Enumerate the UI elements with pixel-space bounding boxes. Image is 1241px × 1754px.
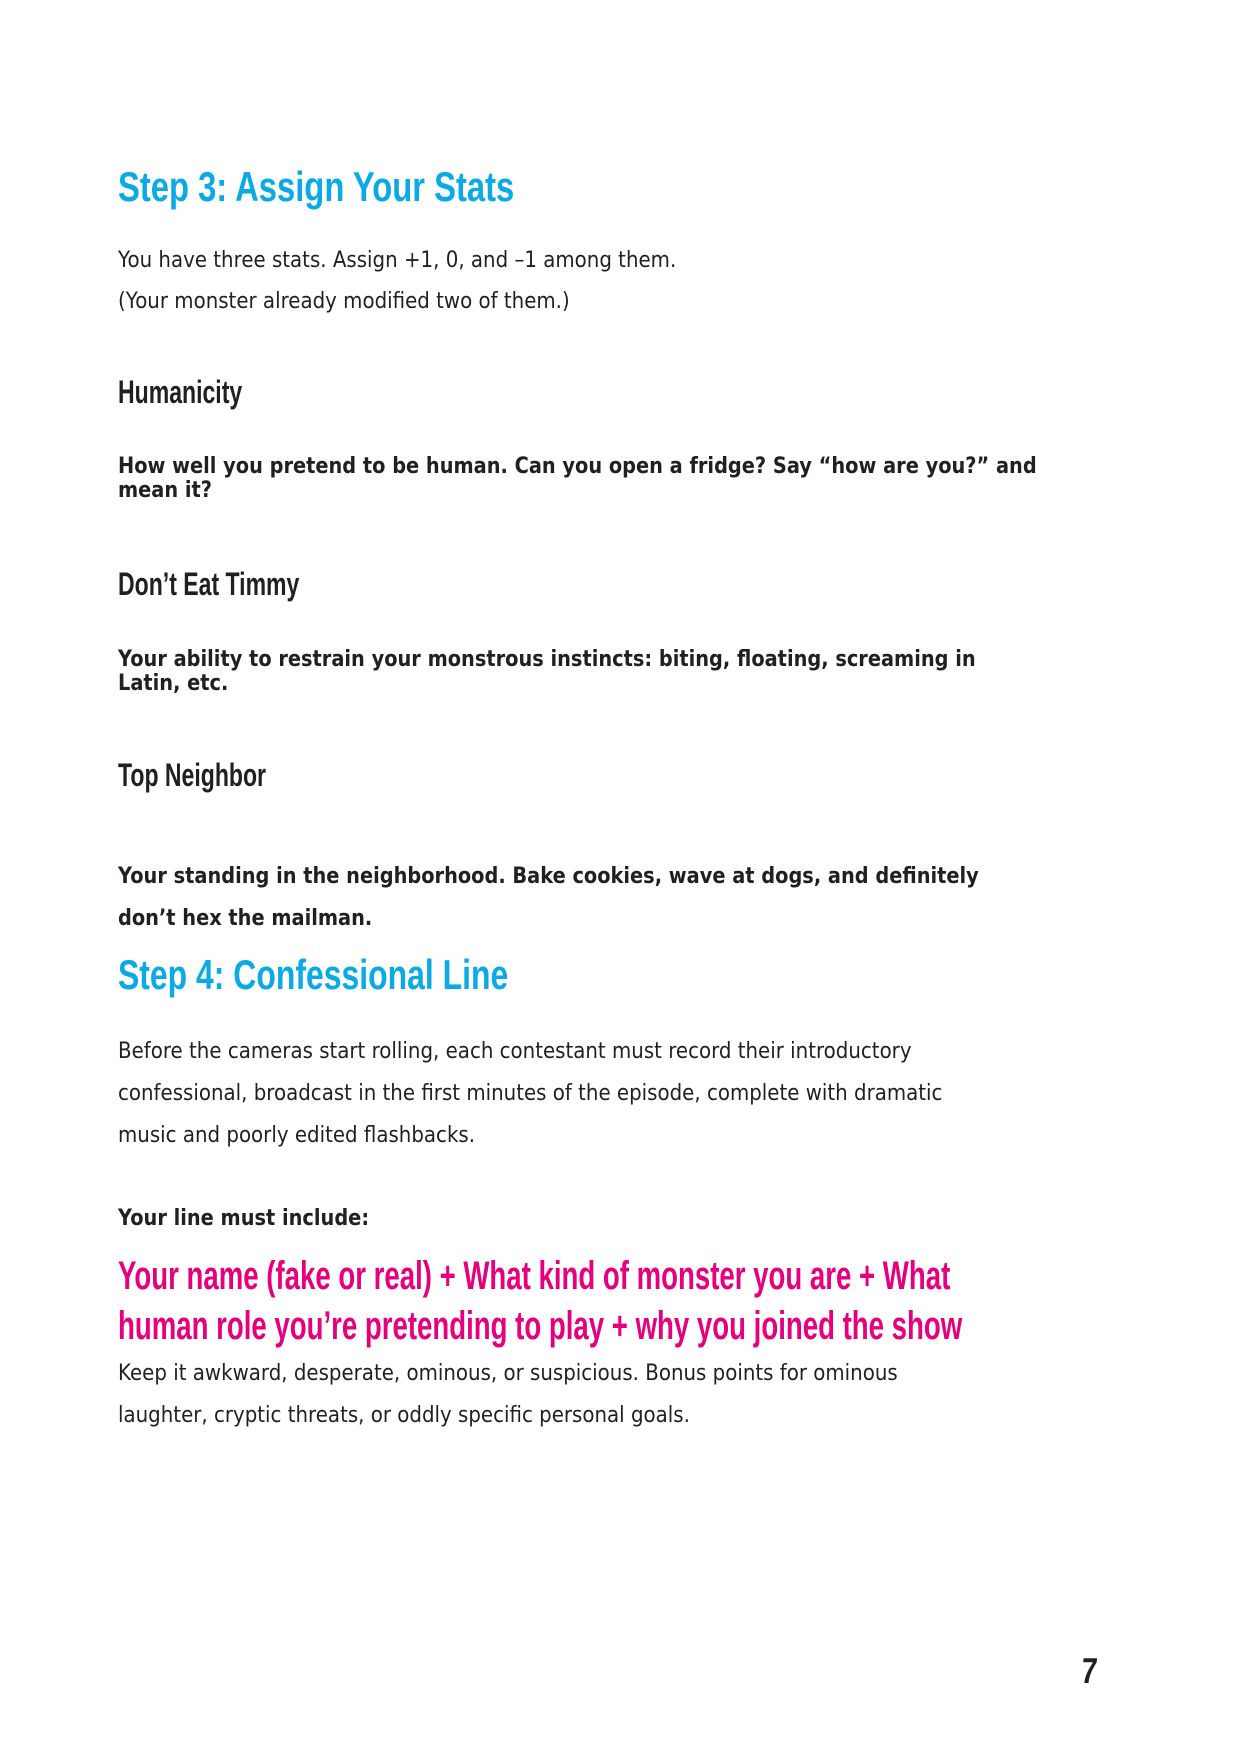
stat-heading-top-neighbor (118, 757, 324, 793)
stat-heading-dont-eat-timmy (118, 566, 370, 602)
stat-desc-top-neighbor (118, 856, 1096, 940)
step-3-intro-line-1-text: You have three stats. Assign +1, 0, and –1 among them. (118, 248, 677, 273)
stat-heading-humanicity-text: Humanicity (118, 374, 243, 410)
stat-heading-humanicity (118, 374, 290, 410)
step-3-intro-line-2-text: (Your monster already modified two of them.) (118, 289, 570, 314)
step-3-heading-text: Step 3: Assign Your Stats (118, 163, 515, 210)
confessional-formula (118, 1251, 1241, 1351)
confessional-formula-line-2: human role you’re pretending to play + why you joined the show (118, 1304, 963, 1348)
confessional-tip-line-2: laughter, cryptic threats, or oddly specific personal goals. (118, 1403, 690, 1428)
must-include-label (118, 1206, 403, 1231)
step-4-intro (118, 1031, 1034, 1157)
step-3-intro-line-1 (118, 248, 738, 273)
confessional-tip (118, 1353, 984, 1437)
step-4-heading-text: Step 4: Confessional Line (118, 951, 509, 998)
stat-heading-top-neighbor-text: Top Neighbor (118, 757, 267, 793)
page-number (1079, 1650, 1103, 1692)
page-number-text: 7 (1079, 1650, 1100, 1691)
confessional-formula-line-1: Your name (fake or real) + What kind of monster you are + What (118, 1254, 951, 1298)
step-4-intro-line-1: Before the cameras start rolling, each contestant must record their introductory (118, 1039, 912, 1064)
stat-desc-humanicity (118, 455, 1162, 503)
stat-desc-top-neighbor-line-1: Your standing in the neighborhood. Bake cookies, wave at dogs, and definitely (118, 864, 979, 889)
stat-desc-humanicity-line-1: How well you pretend to be human. Can you open a fridge? Say “how are you?” and (118, 454, 1037, 479)
step-4-intro-line-3: music and poorly edited flashbacks. (118, 1123, 476, 1148)
step-3-intro-line-2 (118, 289, 620, 314)
must-include-label-text: Your line must include: (118, 1206, 370, 1231)
stat-desc-dont-eat-timmy-line-2: Latin, etc. (118, 671, 229, 696)
step-4-heading (118, 952, 631, 998)
stat-desc-top-neighbor-line-2: don’t hex the mailman. (118, 906, 373, 931)
step-4-intro-line-2: confessional, broadcast in the first minutes of the episode, complete with dramatic (118, 1081, 943, 1106)
stat-desc-humanicity-line-2: mean it? (118, 478, 213, 503)
confessional-tip-line-1: Keep it awkward, desperate, ominous, or suspicious. Bonus points for ominous (118, 1361, 898, 1386)
stat-desc-dont-eat-timmy (118, 648, 1093, 696)
stat-desc-dont-eat-timmy-line-1: Your ability to restrain your monstrous instincts: biting, floating, screaming in (118, 647, 976, 672)
step-3-heading (118, 164, 626, 210)
stat-heading-dont-eat-timmy-text: Don’t Eat Timmy (118, 566, 300, 602)
